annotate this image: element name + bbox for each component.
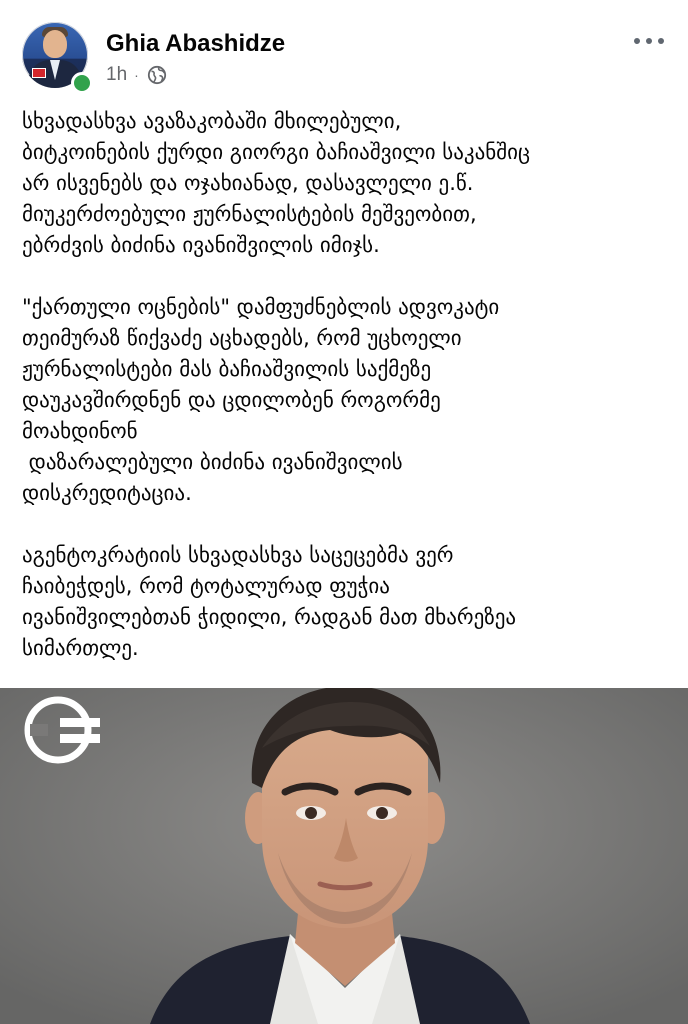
avatar-head (43, 30, 67, 58)
text-line: თეიმურაზ წიქვაძე აცხადებს, რომ უცხოელი (22, 326, 462, 350)
post-timestamp[interactable]: 1h (106, 64, 128, 85)
text-line: აგენტოკრატიის სხვადასხვა საცეცებმა ვერ (22, 543, 454, 567)
text-line: ივანიშვილებთან ჭიდილი, რადგან მათ მხარეზეა (22, 605, 517, 629)
portrait-illustration (0, 688, 688, 1024)
text-line: სხვადასხვა ავაზაკობაში მხილებული, (22, 109, 402, 133)
post-paragraph-1 (22, 106, 666, 261)
text-line: დისკრედიტაცია. (22, 481, 192, 505)
post-photo[interactable] (0, 688, 688, 1024)
more-dot (634, 38, 640, 44)
more-dot (658, 38, 664, 44)
author-name[interactable]: Ghia Abashidze (106, 30, 286, 57)
post-paragraph-2 (22, 292, 666, 509)
text-line: ბიტკოინების ქურდი გიორგი ბაჩიაშვილი საკანშიც (22, 140, 530, 164)
post-header (0, 0, 688, 100)
text-line: მოახდინონ (22, 419, 138, 443)
text-line: დაუკავშირდნენ და ცდილობენ როგორმე (22, 388, 441, 412)
text-line: დაზარალებული ბიძინა ივანიშვილის (22, 450, 403, 474)
text-line: "ქართული ოცნების" დამფუძნებლის ადვოკატი (22, 295, 500, 319)
avatar-badge (32, 68, 46, 78)
meta-separator: · (134, 67, 139, 83)
text-line: სიმართლე. (22, 636, 139, 660)
online-status-dot (71, 72, 93, 94)
text-line: მიუკერძოებული ჟურნალისტების მეშვეობით, (22, 202, 477, 226)
globe-icon[interactable] (147, 65, 167, 85)
text-line: ებრძვის ბიძინა ივანიშვილის იმიჯს. (22, 233, 380, 257)
post-body (22, 106, 666, 695)
post-meta (106, 64, 167, 86)
text-line: არ ისვენებს და ოჯახიანად, დასავლელი ე.წ. (22, 171, 474, 195)
more-options-icon[interactable] (634, 36, 664, 46)
text-line: ჩაიბეჭდეს, რომ ტოტალურად ფუჭია (22, 574, 390, 598)
text-line: ჟურნალისტები მას ბაჩიაშვილის საქმეზე (22, 357, 432, 381)
post-paragraph-3 (22, 540, 666, 664)
more-dot (646, 38, 652, 44)
